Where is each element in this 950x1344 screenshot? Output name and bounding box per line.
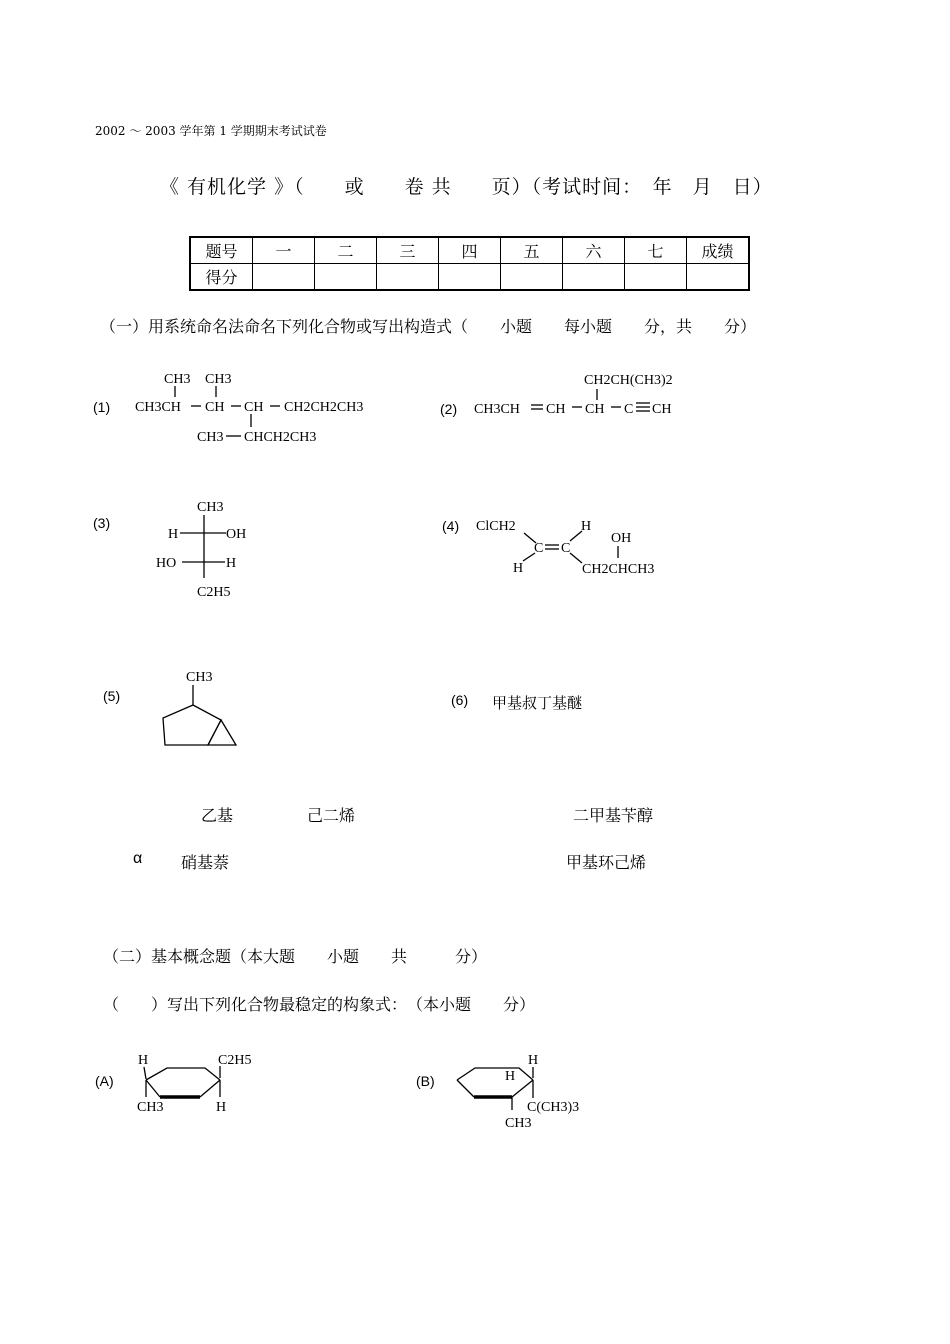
s5-ch3: CH3 (186, 670, 213, 685)
structure-4 (476, 519, 654, 577)
cyclopropane-ring (208, 720, 236, 745)
s2-ch3ch: CH3CH (474, 402, 520, 417)
score-header-cell: 四 (439, 237, 501, 264)
bond (512, 1080, 533, 1097)
s1-bottom-ch3: CH3 (197, 430, 224, 445)
structure-5 (163, 670, 236, 745)
name-methylcyclohexene: 甲基环己烯 (566, 853, 647, 872)
s3-r1-oh: OH (226, 527, 247, 542)
semester-line: 2002 ～ 2003 学年第 1 学期期末考试试卷 (95, 124, 327, 138)
s4-chain: CH2CHCH3 (582, 562, 655, 577)
bond (144, 1067, 146, 1079)
sa-ch3: CH3 (137, 1100, 164, 1115)
s4-h2: H (581, 519, 592, 534)
s2-top-isobutyl: CH2CH(CH3)2 (584, 373, 673, 388)
s2-ch: CH (546, 402, 566, 417)
s4-c2: C (561, 541, 571, 556)
bond (570, 553, 582, 563)
sb-h2: H (505, 1069, 516, 1084)
score-header-cell: 三 (377, 237, 439, 264)
bond (146, 1080, 160, 1097)
structure-a (137, 1053, 251, 1115)
sa-h1: H (138, 1053, 149, 1068)
cyclopentane-ring (163, 705, 221, 745)
sa-h2: H (216, 1100, 227, 1115)
chair-back (146, 1068, 220, 1080)
bond (570, 531, 582, 541)
structure-b (457, 1053, 579, 1131)
bond (457, 1080, 474, 1097)
item-number: (2) (440, 401, 458, 417)
s1-main-ch2: CH (244, 400, 264, 415)
s4-h1: H (513, 561, 524, 576)
name-ethyl: 乙基 (201, 806, 234, 825)
label-a: (A) (95, 1073, 114, 1089)
s4-clch2: ClCH2 (476, 519, 516, 534)
score-header-cell: 七 (625, 237, 687, 264)
bond (523, 553, 535, 561)
s1-main-ch: CH (205, 400, 225, 415)
s3-top-ch3: CH3 (197, 500, 224, 515)
s1-top-ch3: CH3 (164, 372, 191, 387)
chair-back (457, 1068, 533, 1080)
sb-tbutyl: C(CH3)3 (527, 1100, 580, 1115)
item-number: (1) (93, 399, 111, 415)
sb-h1: H (528, 1053, 539, 1068)
section1-heading: （一）用系统命名法命名下列化合物或写出构造式（ 小题 每小题 分，共 分） (100, 317, 757, 336)
s4-oh: OH (611, 531, 632, 546)
s1-top-ch3: CH3 (205, 372, 232, 387)
score-row-label: 得分 (190, 264, 253, 291)
s2-c: C (624, 402, 634, 417)
score-header-cell: 二 (315, 237, 377, 264)
s2-ch-branch: CH (585, 402, 605, 417)
section2-heading: （二）基本概念题（本大题 小题 共 分） (103, 947, 488, 966)
s2-ch-terminal: CH (652, 402, 672, 417)
name-nitronaphthalene: 硝基萘 (181, 853, 230, 872)
structure-1 (135, 372, 363, 445)
s1-main-propyl: CH2CH2CH3 (284, 400, 364, 415)
s3-bottom-ethyl: C2H5 (197, 585, 231, 600)
structure-3 (156, 500, 246, 600)
score-header-cell: 五 (501, 237, 563, 264)
label-b: (B) (416, 1073, 435, 1089)
item-number: (4) (442, 518, 460, 534)
item-number: (6) (451, 692, 469, 708)
item-number: (5) (103, 688, 121, 704)
s1-bottom-chain: CHCH2CH3 (244, 430, 317, 445)
section2-question1: （ ）写出下列化合物最稳定的构象式： （本小题 分） (103, 995, 536, 1014)
name-hexadiene: 己二烯 (307, 806, 356, 825)
s1-main-ch3ch: CH3CH (135, 400, 181, 415)
s3-r2-h: H (226, 556, 237, 571)
exam-title: 《 有机化学 》（ 或 卷 共 页）（考试时间： 年 月 日） (160, 176, 773, 198)
score-header-cell: 题号 (190, 237, 253, 264)
name-dimethylbenzyl-alcohol: 二甲基苄醇 (573, 806, 654, 825)
s3-r2-ho: HO (156, 556, 177, 571)
structure-2 (474, 373, 673, 417)
score-header-cell: 成绩 (687, 237, 750, 264)
score-header-cell: 六 (563, 237, 625, 264)
bond (200, 1080, 220, 1097)
s3-r1-h: H (168, 527, 179, 542)
alpha-symbol: α (133, 850, 143, 867)
item-number: (3) (93, 515, 111, 531)
sb-ch3: CH3 (505, 1116, 532, 1131)
score-header-cell: 一 (253, 237, 315, 264)
s4-c1: C (534, 541, 544, 556)
sa-c2h5: C2H5 (218, 1053, 252, 1068)
item6-name: 甲基叔丁基醚 (492, 695, 583, 712)
